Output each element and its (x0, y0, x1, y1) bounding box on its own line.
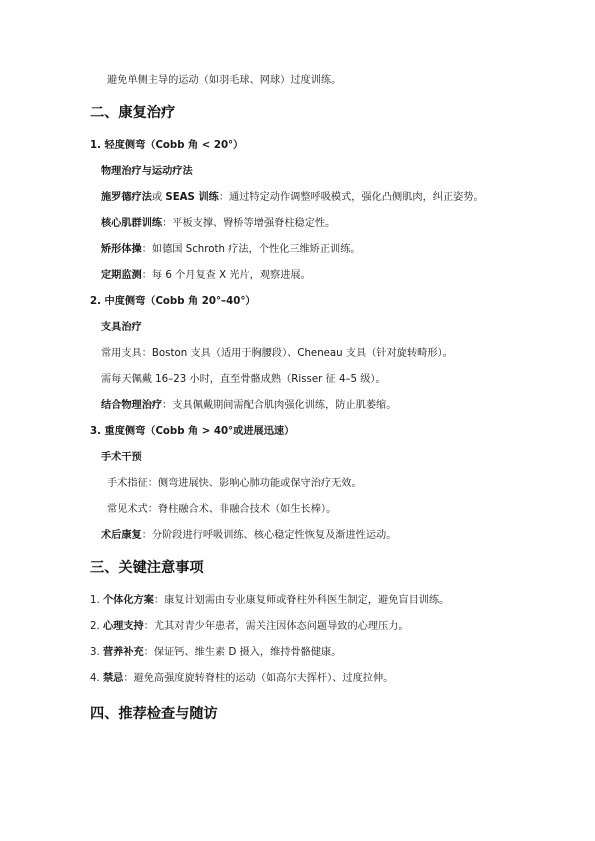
precaution-item (90, 620, 409, 634)
item-text: ：如德国 Schroth 疗法，个性化三维矫正训练。 (141, 244, 361, 255)
severe-scoliosis-heading: 3. 重度侧弯（Cobb 角 > 40°或进展迅速） (90, 426, 295, 437)
item-text: ：平板支撑、臀桥等增强脊柱稳定性。 (162, 218, 336, 229)
therapy-item-core-training (101, 217, 335, 231)
combined-therapy-line (101, 399, 396, 413)
precaution-item (90, 646, 341, 660)
section-3-heading: 三、关键注意事项 (90, 560, 204, 576)
physical-therapy-subheading: 物理治疗与运动疗法 (101, 166, 193, 177)
item-text: ：分阶段进行呼吸训练、核心稳定性恢复及渐进性运动。 (141, 530, 397, 541)
mild-scoliosis-heading: 1. 轻度侧弯（Cobb 角 < 20°） (90, 140, 244, 151)
item-term-2: SEAS 训练 (165, 192, 219, 203)
item-term: 术后康复 (101, 530, 142, 541)
precaution-item (90, 594, 449, 608)
therapy-item-monitoring (101, 269, 311, 283)
item-term: 核心肌群训练 (101, 218, 163, 229)
intro-line: 避免单侧主导的运动（如羽毛球、网球）过度训练。 (107, 75, 342, 86)
brace-subheading: 支具治疗 (101, 322, 142, 333)
brace-types-line: 常用支具：Boston 支具（适用于胸腰段）、Cheneau 支具（针对旋转畸形）。 (101, 348, 453, 359)
surgery-procedure-line: 常见术式：脊柱融合术、非融合技术（如生长棒）。 (107, 504, 337, 515)
therapy-item-corrective-exercise (101, 243, 361, 257)
item-text: ：保证钙、维生素 D 摄入，维持骨骼健康。 (143, 647, 342, 658)
item-term: 定期监测 (101, 270, 142, 281)
item-text: ：尤其对青少年患者，需关注因体态问题导致的心理压力。 (143, 621, 409, 632)
item-number: 3. (90, 647, 100, 658)
item-term: 营养补充 (102, 647, 144, 658)
item-text: ：康复计划需由专业康复师或脊柱外科医生制定，避免盲目训练。 (153, 595, 450, 606)
item-term: 禁忌 (102, 673, 124, 684)
precaution-item (90, 672, 393, 686)
item-term: 矫形体操 (101, 244, 142, 255)
item-text: ：避免高强度旋转脊柱的运动（如高尔夫挥杆）、过度拉伸。 (123, 673, 394, 684)
item-connector: 或 (151, 192, 163, 203)
item-number: 1. (90, 595, 100, 606)
item-text: ：通过特定动作调整呼吸模式，强化凸侧肌肉，纠正姿势。 (218, 192, 484, 203)
surgery-indication-line: 手术指征：侧弯进展快、影响心肺功能或保守治疗无效。 (107, 478, 362, 489)
surgery-subheading: 手术干预 (101, 452, 142, 463)
item-number: 2. (90, 621, 100, 632)
item-text: ：支具佩戴期间需配合肌肉强化训练，防止肌萎缩。 (162, 400, 397, 411)
item-number: 4. (90, 673, 100, 684)
section-2-heading: 二、康复治疗 (90, 105, 176, 121)
therapy-item-schroth-seas (101, 191, 484, 205)
moderate-scoliosis-heading: 2. 中度侧弯（Cobb 角 20°–40°） (90, 296, 256, 307)
brace-wear-line: 需每天佩戴 16–23 小时，直至骨骼成熟（Risser 征 4–5 级）。 (101, 374, 386, 385)
section-4-heading: 四、推荐检查与随访 (90, 706, 218, 722)
item-term: 心理支持 (102, 621, 144, 632)
item-term: 个体化方案 (102, 595, 154, 606)
item-term: 结合物理治疗 (101, 400, 163, 411)
item-term: 施罗德疗法 (101, 192, 152, 203)
postop-rehab-line (101, 529, 396, 543)
item-text: ：每 6 个月复查 X 光片，观察进展。 (141, 270, 311, 281)
